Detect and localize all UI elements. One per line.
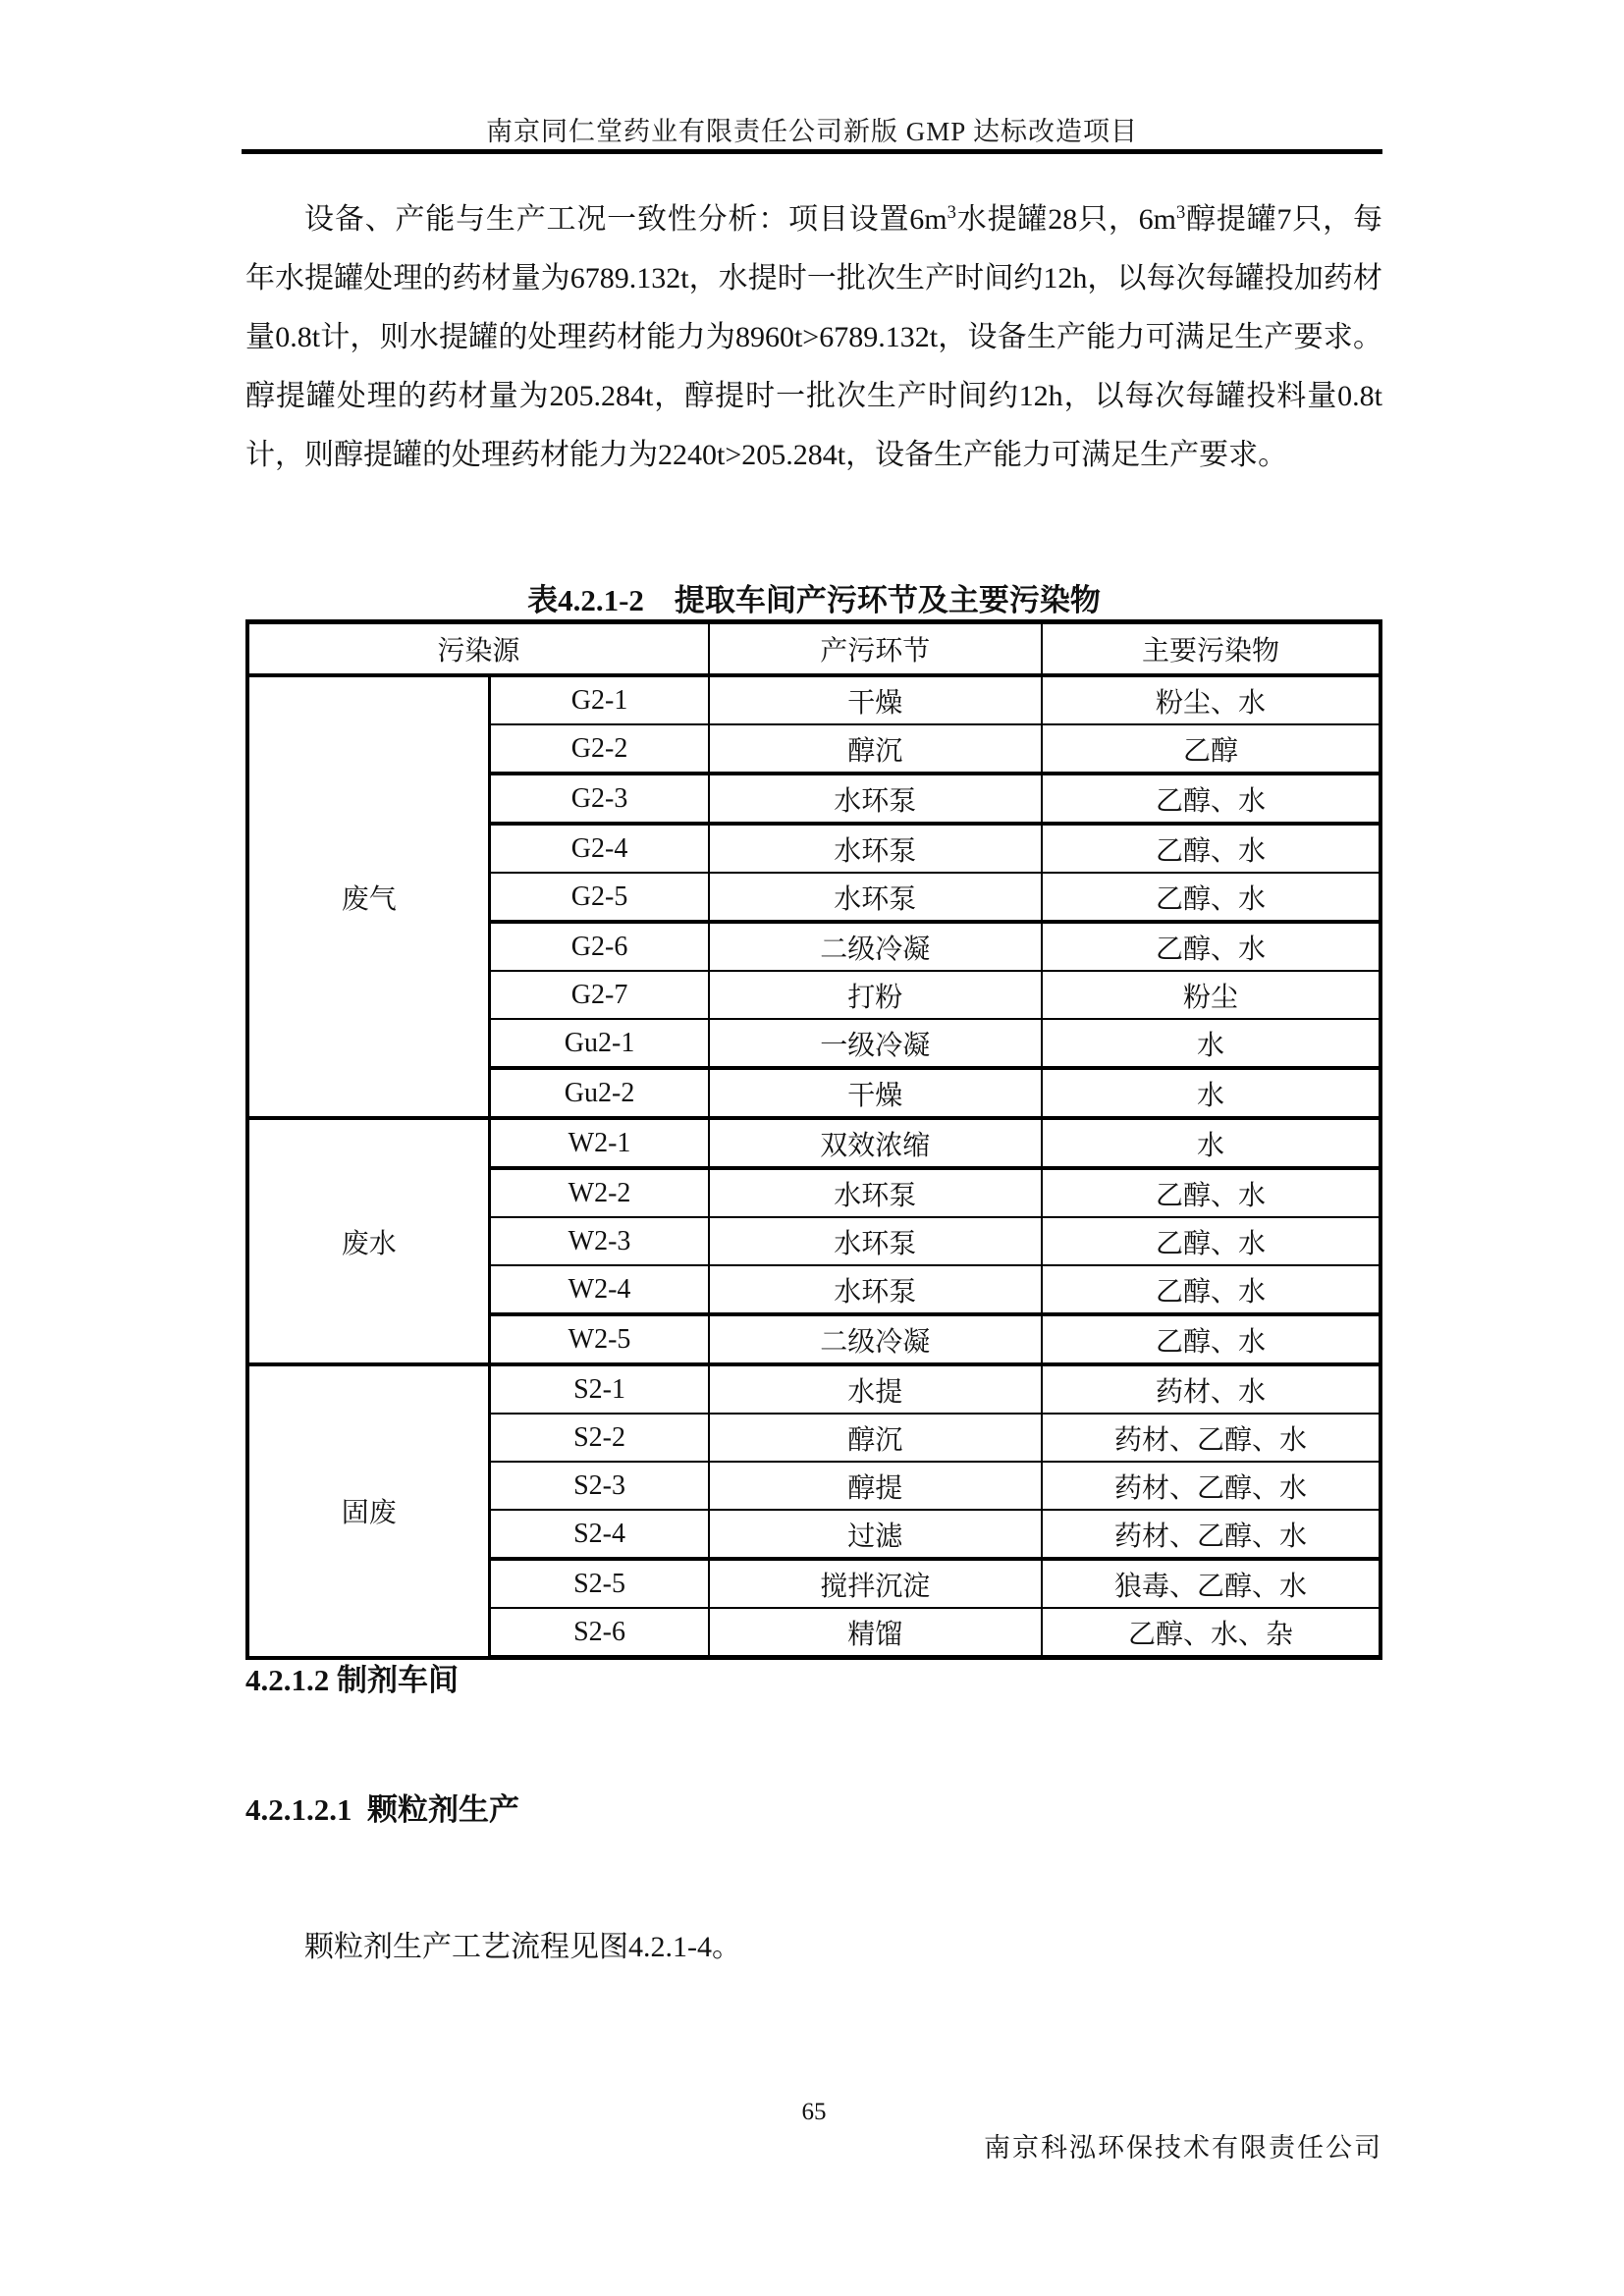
process-cell: 水环泵 <box>709 1168 1042 1217</box>
superscript-exponent: 3 <box>1175 202 1186 223</box>
code-cell: W2-3 <box>490 1217 709 1265</box>
table-title: 表4.2.1-2 提取车间产污环节及主要污染物 <box>527 583 1101 617</box>
pollutants-cell: 乙醇、水 <box>1042 1217 1380 1265</box>
pollutants-cell: 乙醇、水 <box>1042 1314 1380 1364</box>
process-cell: 打粉 <box>709 971 1042 1019</box>
process-cell: 水提 <box>709 1364 1042 1414</box>
code-cell: W2-1 <box>490 1118 709 1168</box>
table-row <box>247 675 1380 724</box>
column-header-process-step: 产污环节 <box>709 622 1042 676</box>
pollution-sources-table <box>245 619 1382 1660</box>
code-cell: G2-6 <box>490 922 709 971</box>
category-cell: 废水 <box>247 1118 490 1364</box>
process-cell: 一级冷凝 <box>709 1019 1042 1068</box>
header-rule-divider <box>242 149 1382 154</box>
process-cell: 水环泵 <box>709 1265 1042 1314</box>
table-header-row <box>247 622 1380 676</box>
paragraph-text: 水提罐28只，6m <box>955 203 1176 236</box>
superscript-exponent: 3 <box>947 202 956 223</box>
process-cell: 过滤 <box>709 1510 1042 1559</box>
code-cell: G2-5 <box>490 873 709 922</box>
code-cell: S2-4 <box>490 1510 709 1559</box>
section-heading-granule-production: 4.2.1.2.1 颗粒剂生产 <box>245 1792 519 1827</box>
table-row <box>247 1118 1380 1168</box>
column-header-main-pollutants: 主要污染物 <box>1042 622 1380 676</box>
pollutants-cell: 药材、水 <box>1042 1364 1380 1414</box>
code-cell: G2-1 <box>490 675 709 724</box>
pollutants-cell: 乙醇、水、杂 <box>1042 1608 1380 1658</box>
process-cell: 干燥 <box>709 1068 1042 1118</box>
code-cell: W2-5 <box>490 1314 709 1364</box>
paragraph-text: 醇提罐7只，每年水提罐处理的药材量为6789.132t，水提时一批次生产时间约12h，以每次每罐投加药材量0.8t计，则水提罐的处理药材能力为8960t>6789.132t，设备生产能力可满足生产要求。醇提罐处理的药材量为205.284t，醇提时一批次生产时间约12h，以每次每罐投料量0.8t计，则醇提罐的处理药材能力为2240t>205.284t，设备生产能力可满足生产要求。 <box>245 203 1382 471</box>
pollutants-cell: 乙醇、水 <box>1042 824 1380 873</box>
pollutants-cell: 乙醇、水 <box>1042 922 1380 971</box>
paragraph-text: 设备、产能与生产工况一致性分析：项目设置6m <box>304 203 947 236</box>
process-cell: 精馏 <box>709 1608 1042 1658</box>
category-cell: 固废 <box>247 1364 490 1658</box>
pollutants-cell: 乙醇、水 <box>1042 873 1380 922</box>
code-cell: S2-1 <box>490 1364 709 1414</box>
capacity-analysis-paragraph <box>245 190 1382 485</box>
page-header-title: 南京同仁堂药业有限责任公司新版 GMP 达标改造项目 <box>485 117 1139 146</box>
code-cell: Gu2-2 <box>490 1068 709 1118</box>
pollutants-cell: 乙醇、水 <box>1042 1168 1380 1217</box>
page-number: 65 <box>801 2099 827 2125</box>
process-cell: 水环泵 <box>709 824 1042 873</box>
process-cell: 二级冷凝 <box>709 1314 1042 1364</box>
pollutants-cell: 药材、乙醇、水 <box>1042 1462 1380 1510</box>
code-cell: G2-4 <box>490 824 709 873</box>
process-cell: 水环泵 <box>709 774 1042 824</box>
code-cell: S2-6 <box>490 1608 709 1658</box>
pollutants-cell: 乙醇、水 <box>1042 1265 1380 1314</box>
code-cell: S2-3 <box>490 1462 709 1510</box>
code-cell: G2-3 <box>490 774 709 824</box>
process-cell: 醇沉 <box>709 724 1042 774</box>
column-header-pollution-source: 污染源 <box>247 622 709 676</box>
code-cell: S2-5 <box>490 1559 709 1608</box>
code-cell: S2-2 <box>490 1414 709 1462</box>
process-cell: 水环泵 <box>709 873 1042 922</box>
pollutants-cell: 药材、乙醇、水 <box>1042 1414 1380 1462</box>
pollutants-cell: 粉尘、水 <box>1042 675 1380 724</box>
process-cell: 醇提 <box>709 1462 1042 1510</box>
category-cell: 废气 <box>247 675 490 1118</box>
pollutants-cell: 药材、乙醇、水 <box>1042 1510 1380 1559</box>
pollutants-cell: 粉尘 <box>1042 971 1380 1019</box>
pollutants-cell: 水 <box>1042 1019 1380 1068</box>
code-cell: W2-4 <box>490 1265 709 1314</box>
pollutants-cell: 狼毒、乙醇、水 <box>1042 1559 1380 1608</box>
pollutants-cell: 水 <box>1042 1118 1380 1168</box>
process-cell: 水环泵 <box>709 1217 1042 1265</box>
pollutants-cell: 乙醇、水 <box>1042 774 1380 824</box>
code-cell: G2-7 <box>490 971 709 1019</box>
code-cell: G2-2 <box>490 724 709 774</box>
granule-process-paragraph: 颗粒剂生产工艺流程见图4.2.1-4。 <box>304 1931 741 1963</box>
table-row <box>247 1364 1380 1414</box>
process-cell: 醇沉 <box>709 1414 1042 1462</box>
pollutants-cell: 水 <box>1042 1068 1380 1118</box>
footer-company-name: 南京科泓环保技术有限责任公司 <box>984 2133 1382 2163</box>
process-cell: 双效浓缩 <box>709 1118 1042 1168</box>
process-cell: 二级冷凝 <box>709 922 1042 971</box>
code-cell: W2-2 <box>490 1168 709 1217</box>
process-cell: 干燥 <box>709 675 1042 724</box>
process-cell: 搅拌沉淀 <box>709 1559 1042 1608</box>
section-heading-preparation-workshop: 4.2.1.2 制剂车间 <box>245 1663 459 1697</box>
pollutants-cell: 乙醇 <box>1042 724 1380 774</box>
code-cell: Gu2-1 <box>490 1019 709 1068</box>
